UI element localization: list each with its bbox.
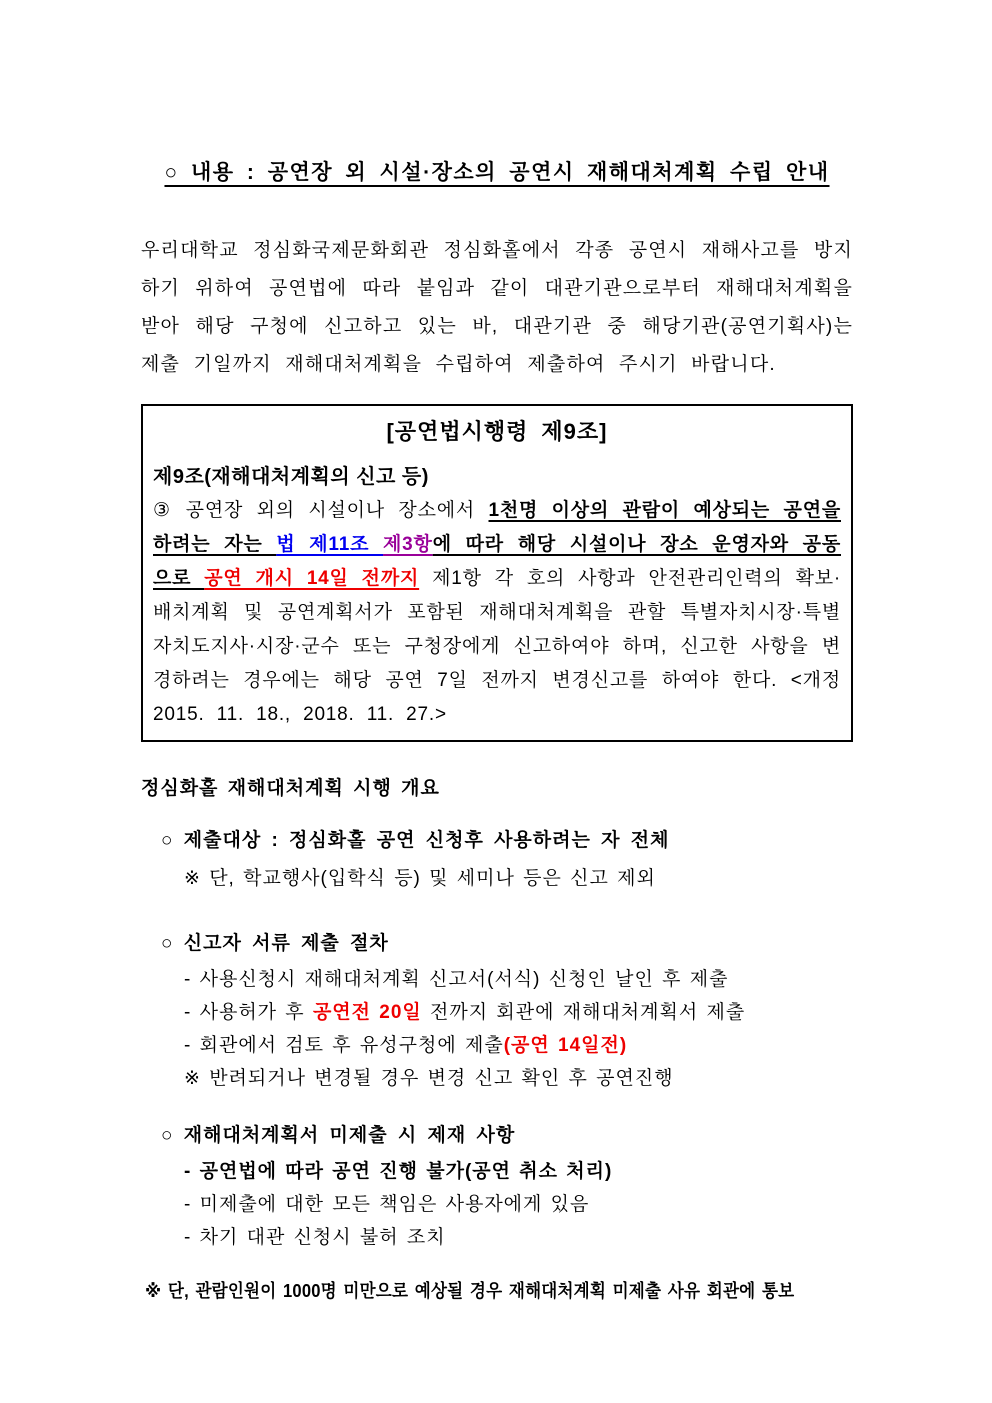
law-seg-bold-1: 1천명 이상의 관람이 예상되는 공연을 하려는 자는 bbox=[153, 500, 841, 555]
law-article-body bbox=[153, 494, 841, 732]
procedure-step-2-highlight: 공연전 20일 bbox=[312, 1002, 422, 1023]
procedure-step-3-pre: - 회관에서 검토 후 유성구청에 제출 bbox=[184, 1035, 504, 1056]
sanction-item-3: - 차기 대관 신청시 불허 조치 bbox=[184, 1227, 446, 1248]
sanctions-heading-line: ○ 재해대처계획서 미제출 시 제재 사항 bbox=[161, 1125, 516, 1146]
footer-note bbox=[145, 1278, 853, 1304]
document-content bbox=[141, 0, 853, 1304]
sanctions-items bbox=[141, 1155, 853, 1254]
law-seg-blue: 법 제11조 bbox=[276, 534, 384, 555]
law-seg-rest: 제1항 각 호의 사항과 안전관리인력의 확보·배치계획 및 공연계획서가 포함된 재해대처계획을 관할 특별자치시장·특별자치도지사·시장·군수 또는 구청장에게 신고하여야 하며, 신고한 사항을 변경하려는 경우에는 해당 공연 7일 전까지 변경신고를 하여야 한다. <개정 2015. 11. 18., 2018. 11. 27.> bbox=[153, 568, 842, 725]
procedure-step-2 bbox=[184, 996, 853, 1029]
law-seg-red: 공연 개시 14일 전까지 bbox=[204, 568, 420, 589]
law-seg-intro: ③ 공연장 외의 시설이나 장소에서 bbox=[153, 500, 489, 521]
procedure-steps bbox=[141, 963, 853, 1095]
procedure-heading-line: ○ 신고자 서류 제출 절차 bbox=[161, 933, 389, 954]
overview-heading: 정심화홀 재해대처계획 시행 개요 bbox=[141, 778, 440, 799]
footer-note-text: ※ 단, 관람인원이 1000명 미만으로 예상될 경우 재해대처계획 미제출 사유 회관에 통보 bbox=[145, 1281, 795, 1301]
procedure-step-3 bbox=[184, 1029, 853, 1062]
procedure-step-2-pre: - 사용허가 후 bbox=[184, 1002, 313, 1023]
law-box-title: [공연법시행령 제9조] bbox=[386, 419, 608, 444]
law-seg-bold-2: 에 따라 해당 시설이나 장소 운영자와 공동으로 bbox=[153, 534, 841, 589]
procedure-step-3-highlight: (공연 14일전) bbox=[503, 1035, 628, 1056]
sanction-item-1: - 공연법에 따라 공연 진행 불가(공연 취소 처리) bbox=[184, 1161, 613, 1182]
law-article-heading: 제9조(재해대처계획의 신고 등) bbox=[153, 466, 429, 488]
procedure-step-2-post: 전까지 회관에 재해대처계획서 제출 bbox=[421, 1002, 746, 1023]
sanction-item-2: - 미제출에 대한 모든 책임은 사용자에게 있음 bbox=[184, 1194, 590, 1215]
document-title bbox=[141, 158, 853, 188]
law-seg-purple: 제3항 bbox=[383, 534, 433, 555]
procedure-note: ※ 반려되거나 변경될 경우 변경 신고 확인 후 공연진행 bbox=[184, 1068, 674, 1089]
submission-target-note: ※ 단, 학교행사(입학식 등) 및 세미나 등은 신고 제외 bbox=[184, 868, 656, 889]
submission-target-line: ○ 제출대상 : 정심화홀 공연 신청후 사용하려는 자 전체 bbox=[161, 830, 670, 851]
procedure-step-1: - 사용신청시 재해대처계획 신고서(서식) 신청인 날인 후 제출 bbox=[184, 969, 729, 990]
document-title-text: ○ 내용 : 공연장 외 시설·장소의 공연시 재해대처계획 수립 안내 bbox=[164, 161, 830, 184]
intro-paragraph: 우리대학교 정심화국제문화회관 정심화홀에서 각종 공연시 재해사고를 방지하기 위하여 공연법에 따라 붙임과 같이 대관기관으로부터 재해대처계획을 받아 해당 구청에 신고하고 있는 바, 대관기관 중 해당기관(공연기획사)는 제출 기일까지 재해대처계획을 수립하여 제출하여 주시기 바랍니다. bbox=[141, 240, 853, 375]
law-excerpt-box bbox=[141, 404, 853, 742]
